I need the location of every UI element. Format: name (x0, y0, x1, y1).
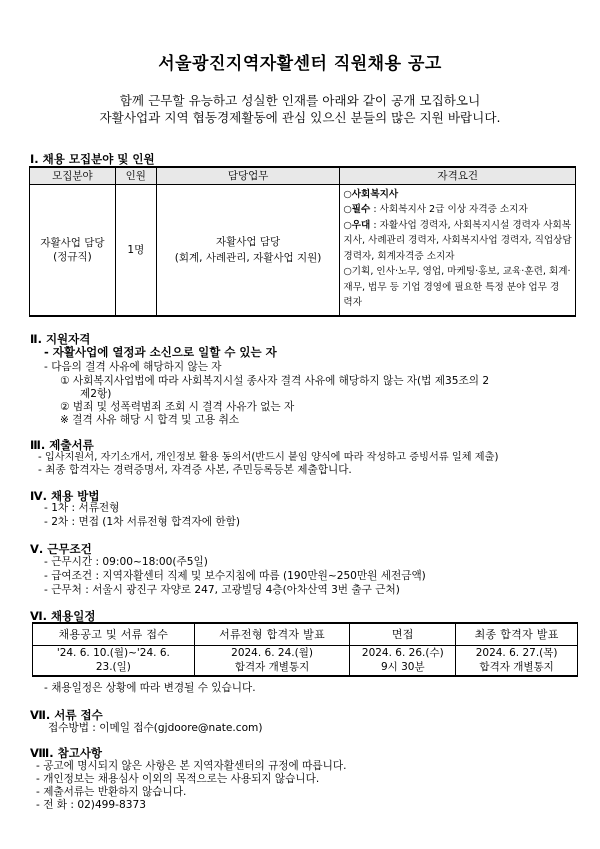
section-heading-notes: Ⅷ. 참고사항 (30, 746, 103, 760)
duty-title: 자활사업 담당 (216, 235, 281, 248)
table-header-row (33, 623, 578, 645)
section-heading-recruitment: Ⅰ. 채용 모집분야 및 인원 (30, 152, 155, 166)
qualification-main: - 자활사업에 열정과 소신으로 일할 수 있는 자 (44, 345, 277, 359)
section-heading-conditions: Ⅴ. 근무조건 (30, 542, 92, 556)
submission-method: 접수방법 : 이메일 접수(gjdoore@nate.com) (48, 722, 263, 734)
notes-line: - 공고에 명시되지 않은 사항은 본 지역자활센터의 규정에 따릅니다. (36, 760, 347, 772)
qualification-line: ① 사회복지사업법에 따라 사회복지시설 종사자 결격 사유에 해당하지 않는 자(법 제35조의 2 (60, 375, 490, 387)
table-header-row (30, 167, 576, 184)
conditions-line: - 근무처 : 서울시 광진구 자양로 247, 고광빌딩 4층(아차산역 3번 출구 근처) (44, 584, 400, 596)
cell-field (30, 184, 116, 316)
date-line: 2024. 6. 26.(수) (361, 647, 444, 660)
header-final-result: 최종 합격자 발표 (456, 623, 578, 645)
req-line: ○기획, 인사·노무, 영업, 마케팅·홍보, 교육·훈련, 회계· (343, 266, 571, 277)
cell-requirements (340, 184, 576, 316)
date-line: '24. 6. 10.(월)~'24. 6. (56, 647, 170, 660)
conditions-line: - 근무시간 : 09:00~18:00(주5일) (44, 556, 208, 568)
header-interview: 면접 (350, 623, 456, 645)
table-row (33, 645, 578, 676)
header-field: 모집분야 (30, 167, 116, 184)
header-doc-result: 서류전형 합격자 발표 (194, 623, 350, 645)
qualification-line: ② 범죄 및 성폭력범죄 조회 시 결격 사유가 없는 자 (60, 401, 295, 413)
schedule-table (32, 622, 578, 677)
documents-line: - 입사지원서, 자기소개서, 개인정보 활용 동의서(반드시 붙임 양식에 따라 작성하고 증빙서류 일체 제출) (38, 452, 499, 463)
req-label-preferred: ○우대 (343, 219, 371, 231)
section-heading-documents: Ⅲ. 제출서류 (30, 438, 94, 452)
page-title: 서울광진지역자활센터 직원채용 공고 (158, 54, 442, 74)
req-line: 력자 (343, 297, 362, 308)
req-text: : 자활사업 경력자, 사회복지시설 경력자 사회복 (370, 219, 571, 231)
req-line (343, 218, 572, 234)
cell-posting-dates (33, 645, 195, 676)
intro-line: 자활사업과 지역 협동경제활동에 관심 있으신 분들의 많은 지원 바랍니다. (99, 110, 501, 125)
date-line: 합격자 개별통지 (234, 661, 310, 674)
section-heading-method: Ⅳ. 채용 방법 (30, 489, 100, 503)
conditions-line: - 급여조건 : 지역자활센터 직제 및 보수지침에 따름 (190만원~250만원 세전금액) (44, 570, 426, 582)
cell-count: 1명 (115, 184, 156, 316)
duty-detail: (회계, 사례관리, 자활사업 지원) (174, 251, 322, 264)
section-heading-qualification: Ⅱ. 지원자격 (30, 332, 91, 346)
req-line: 경력자, 회계자격증 소지자 (343, 250, 455, 262)
field-type: (정규직) (53, 250, 92, 263)
section-heading-schedule: Ⅵ. 채용일정 (30, 609, 96, 623)
intro-paragraph (0, 92, 600, 126)
req-line (343, 202, 572, 218)
req-label-required: ○필수 (343, 204, 371, 215)
field-name: 자활사업 담당 (40, 236, 105, 249)
contact-phone: - 전 화 : 02)499-8373 (36, 799, 146, 811)
date-line: 2024. 6. 24.(월) (231, 647, 313, 660)
documents-line: - 최종 합격자는 경력증명서, 자격증 사본, 주민등록등본 제출합니다. (38, 464, 352, 476)
header-count: 인원 (115, 167, 156, 184)
date-line: 23.(일) (95, 661, 131, 674)
cell-doc-result (194, 645, 350, 676)
date-line: 2024. 6. 27.(목) (475, 647, 558, 660)
notes-line: - 개인정보는 채용심사 이외의 목적으로는 사용되지 않습니다. (36, 773, 320, 785)
date-line: 합격자 개별통지 (479, 661, 554, 674)
method-line: - 1차 : 서류전형 (44, 502, 120, 514)
table-row (30, 184, 576, 316)
notes-line: - 제출서류는 반환하지 않습니다. (36, 786, 187, 798)
schedule-note: - 채용일정은 상황에 따라 변경될 수 있습니다. (44, 682, 256, 694)
cell-duty (156, 184, 340, 316)
header-posting: 채용공고 및 서류 접수 (33, 623, 195, 645)
date-line: 9시 30분 (380, 661, 425, 674)
req-line: ○사회복지사 (343, 188, 399, 200)
qualification-line: 제2항) (80, 388, 112, 400)
method-line: - 2차 : 면접 (1차 서류전형 합격자에 한함) (44, 516, 240, 528)
section-heading-submission: Ⅶ. 서류 접수 (30, 708, 103, 722)
qualification-line: - 다음의 결격 사유에 해당하지 않는 자 (44, 361, 222, 373)
header-duty: 담당업무 (156, 167, 340, 184)
intro-line: 함께 근무할 유능하고 성실한 인재를 아래와 같이 공개 모집하오니 (119, 93, 481, 108)
req-text: : 사회복지사 2급 이상 자격증 소지자 (370, 204, 528, 215)
recruitment-table (29, 166, 576, 317)
req-line: 재무, 법무 등 기업 경영에 필요한 특정 분야 업무 경 (343, 281, 560, 293)
req-line: 지사, 사례관리 경력자, 사회복지사업 경력자, 직업상담 (343, 235, 572, 246)
cell-interview (350, 645, 456, 676)
qualification-line: ※ 결격 사유 해당 시 합격 및 고용 취소 (60, 414, 240, 426)
header-requirements: 자격요건 (340, 167, 576, 184)
cell-final-result (456, 645, 578, 676)
